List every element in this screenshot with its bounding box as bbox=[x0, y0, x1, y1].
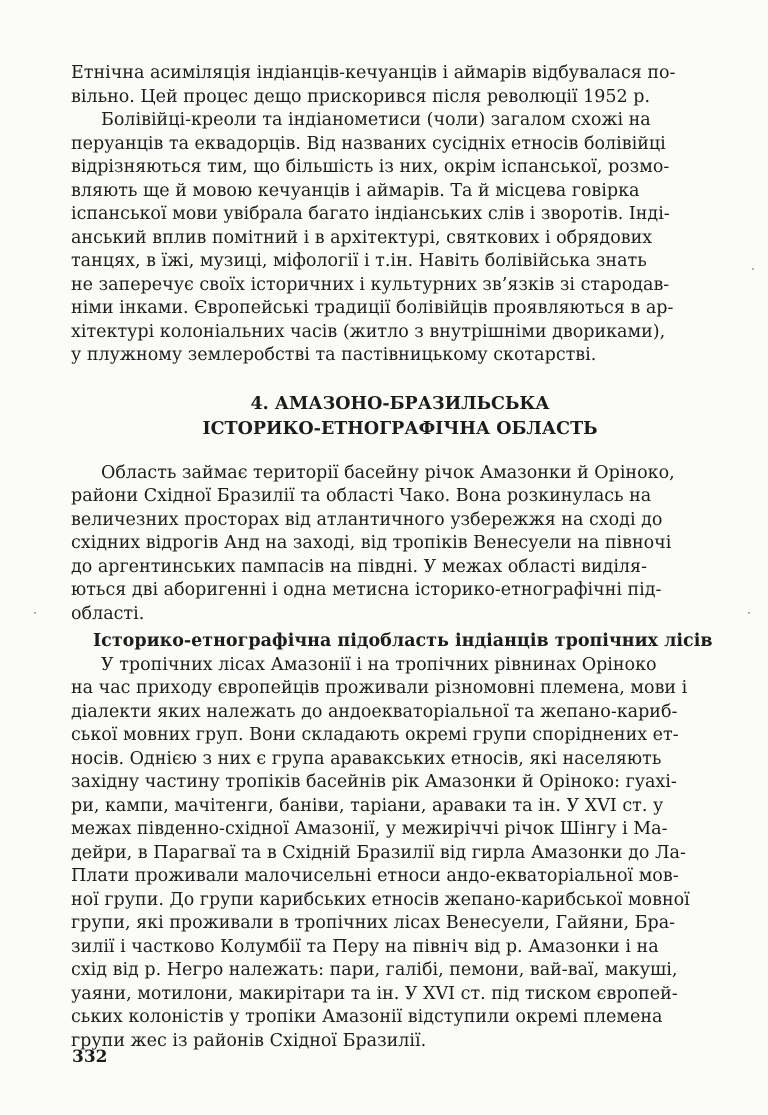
text-line: Плати проживали малочисельні етноси андо-екваторіальної мов- bbox=[71, 866, 679, 886]
text-line: ської мовних груп. Вони складають окремі групи споріднених ет- bbox=[71, 725, 679, 745]
section-heading-line-2: ІСТОРИКО-ЕТНОГРАФІЧНА ОБЛАСТЬ bbox=[202, 418, 598, 439]
text-line: у плужному землеробстві та пастівницькому скотарстві. bbox=[71, 345, 597, 365]
paragraph-4 bbox=[71, 654, 729, 1054]
text-line: ських колоністів у тропіки Амазонії відступили окремі племена bbox=[71, 1007, 663, 1027]
text-line: Область займає території басейну річок Амазонки й Оріноко, bbox=[101, 462, 675, 483]
text-line: до аргентинських пампасів на півдні. У межах області виділя- bbox=[71, 556, 647, 577]
text-line: хітектурі колоніальних часів (житло з внутрішніми двориками), bbox=[71, 321, 666, 342]
paragraph-1 bbox=[71, 62, 729, 109]
text-line: Болівійці-креоли та індіанометиси (чоли) загалом схожі на bbox=[101, 110, 651, 130]
text-line: Етнічна асиміляція індіанців-кечуанців і аймарів відбувалася по- bbox=[71, 63, 676, 83]
paragraph-2 bbox=[71, 109, 729, 368]
page-content bbox=[71, 58, 729, 1053]
text-line: райони Східної Бразилії та області Чако. Вона розкинулась на bbox=[71, 486, 652, 506]
text-line: величезних просторах від атлантичного узбережжя на сході до bbox=[71, 509, 663, 530]
text-line: західну частину тропіків басейнів рік Амазонки й Оріноко: гуахі- bbox=[71, 772, 677, 792]
text-line: не заперечує своїх історичних і культурних зв’язків зі стародав- bbox=[71, 274, 670, 295]
text-line: межах південно-східної Амазонії, у межиріччі річок Шінгу і Ма- bbox=[71, 819, 668, 839]
text-line: схід від р. Негро належать: пари, галібі, пемони, вай-ваї, макуші, bbox=[71, 960, 678, 980]
text-line: іспанської мови увібрала багато індіанських слів і зворотів. Інді- bbox=[71, 204, 670, 224]
subsection-heading: Історико-етнографічна підобласть індіанців тропічних лісів bbox=[93, 631, 713, 651]
text-line: вільно. Цей процес дещо прискорився після революції 1952 р. bbox=[71, 86, 651, 107]
text-line: перуанців та еквадорців. Від названих сусідніх етносів болівійці bbox=[71, 133, 666, 154]
text-line: на час приходу європейців проживали різномовні племена, мови і bbox=[71, 678, 688, 698]
paragraph-3 bbox=[71, 462, 729, 627]
text-line: ної групи. До групи карибських етносів жепано-карибської мовної bbox=[71, 889, 690, 910]
text-line: дейри, в Парагваї та в Східній Бразилії від гирла Амазонки до Ла- bbox=[71, 842, 686, 863]
scan-speck bbox=[748, 612, 750, 614]
text-line: ри, кампи, мачітенги, баніви, таріани, араваки та ін. У XVI ст. у bbox=[71, 795, 664, 816]
text-line: діалекти яких належать до андоекваторіальної та жепано-кариб- bbox=[71, 701, 678, 722]
text-line: анський вплив помітний і в архітектурі, святкових і обрядових bbox=[71, 227, 653, 248]
text-line: східних відрогів Анд на заході, від тропіків Венесуели на півночі bbox=[71, 533, 672, 553]
text-line: носів. Однією з них є група аравакських етносів, які населяють bbox=[71, 748, 662, 769]
scan-speck bbox=[34, 612, 36, 614]
page-number: 332 bbox=[72, 1047, 108, 1067]
section-heading-line-1: 4. АМАЗОНО-БРАЗИЛЬСЬКА bbox=[250, 393, 550, 414]
text-line: області. bbox=[71, 603, 145, 624]
text-line: У тропічних лісах Амазонії і на тропічних рівнинах Оріноко bbox=[101, 654, 657, 675]
text-line: групи жес із районів Східної Бразилії. bbox=[71, 1030, 427, 1051]
text-line: зилії і частково Колумбії та Перу на північ від р. Амазонки і на bbox=[71, 936, 659, 957]
section-heading bbox=[71, 392, 729, 442]
text-line: групи, які проживали в тропічних лісах Венесуели, Гайяни, Бра- bbox=[71, 913, 676, 933]
text-line: відрізняються тим, що більшість із них, окрім іспанської, розмо- bbox=[71, 157, 670, 177]
text-line: вляють ще й мовою кечуанців і аймарів. Та й місцева говірка bbox=[71, 180, 640, 201]
text-line: уаяни, мотилони, макиpітари та ін. У XVI ст. під тиском європей- bbox=[71, 983, 678, 1004]
text-line: ються дві аборигенні і одна метисна історико-етнографічні під- bbox=[71, 580, 662, 600]
text-line: німи інками. Європейські традиції болівійців проявляються в ар- bbox=[71, 298, 674, 318]
scan-speck bbox=[752, 268, 754, 270]
text-line: танцях, в їжі, музиці, міфології і т.ін. Навіть болівійська знать bbox=[71, 251, 647, 271]
